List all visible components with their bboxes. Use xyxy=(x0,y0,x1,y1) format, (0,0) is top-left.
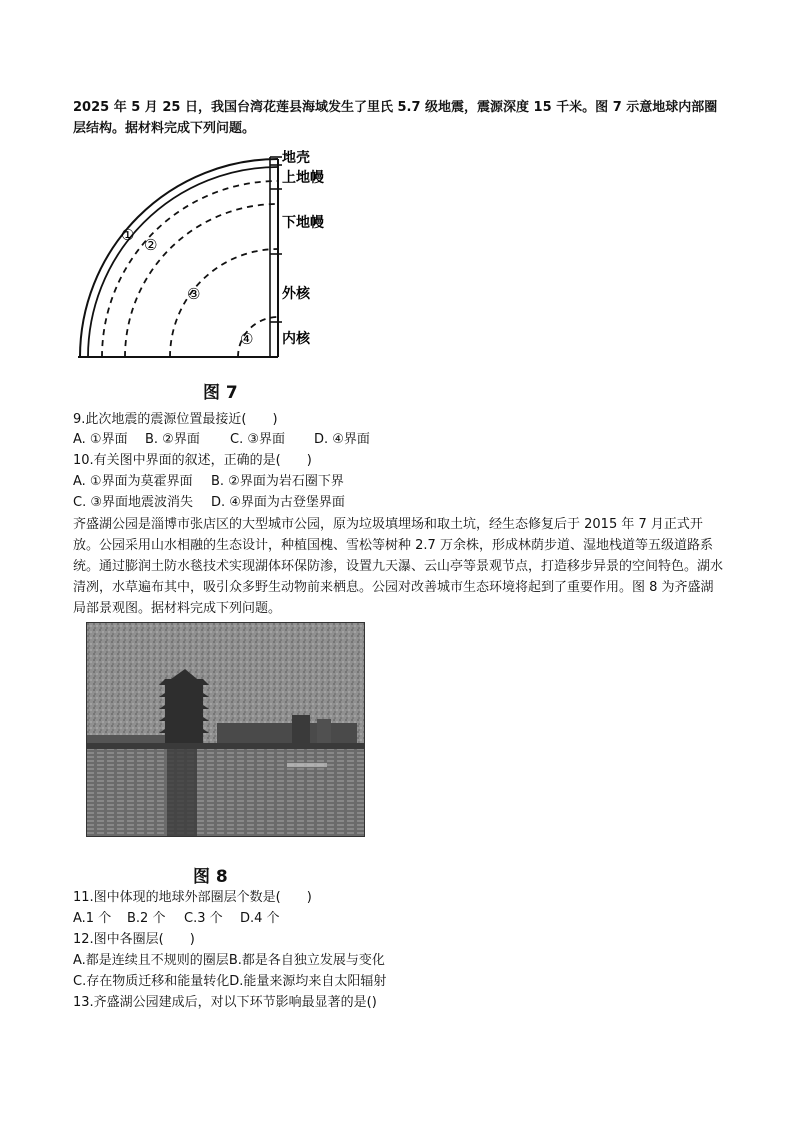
figure7-caption: 图 7 xyxy=(203,383,238,403)
q9-options xyxy=(73,430,370,450)
q11-option-d[interactable]: D.4 个 xyxy=(240,911,280,926)
figure8-caption: 图 8 xyxy=(193,867,228,887)
q9-option-b[interactable]: B. ②界面 xyxy=(145,432,200,447)
label-crust: 地壳 xyxy=(282,150,310,166)
q12-option-c[interactable]: C.存在物质迁移和能量转化 xyxy=(73,974,230,989)
q12-stem: 12.图中各圈层( ) xyxy=(73,932,195,947)
q10-option-a[interactable]: A. ①界面为莫霍界面 xyxy=(73,474,193,489)
earth-layers-diagram xyxy=(70,150,360,365)
q11-option-b[interactable]: B.2 个 xyxy=(127,911,166,926)
q11-option-a[interactable]: A.1 个 xyxy=(73,911,112,926)
q10-option-d[interactable]: D. ④界面为古登堡界面 xyxy=(211,495,345,510)
qishenghu-park-photo xyxy=(86,622,365,837)
q11-stem: 11.图中体现的地球外部圈层个数是( ) xyxy=(73,890,312,905)
q12-option-b[interactable]: B.都是各自独立发展与变化 xyxy=(228,953,385,968)
intro-paragraph-earthquake: 2025 年 5 月 25 日，我国台湾花莲县海域发生了里氏 5.7 级地震，震源深度 15 千米。图 7 示意地球内部圈层结构。据材料完成下列问题。 xyxy=(73,100,718,136)
q12-options-row1 xyxy=(73,951,385,971)
q13-stem: 13.齐盛湖公园建成后，对以下环节影响最显著的是() xyxy=(73,995,377,1010)
boundary-arc-3 xyxy=(170,249,278,357)
q10-stem: 10.有关图中界面的叙述，正确的是( ) xyxy=(73,453,312,468)
q12-option-d[interactable]: D.能量来源均来自太阳辐射 xyxy=(229,974,387,989)
boundary-arc-2 xyxy=(125,204,278,357)
q12-option-a[interactable]: A.都是连续且不规则的圈层 xyxy=(73,953,229,968)
marker-1: ① xyxy=(121,226,135,244)
marker-2: ② xyxy=(144,236,158,254)
q10-options-row2 xyxy=(73,493,345,513)
q11-options xyxy=(73,909,280,929)
crust-inner-arc xyxy=(88,167,278,357)
pagoda-tower xyxy=(159,669,209,743)
q12-options-row2 xyxy=(73,972,386,992)
q9-option-c[interactable]: C. ③界面 xyxy=(230,432,285,447)
q10-options-row1 xyxy=(73,472,344,492)
label-lower-mantle: 下地幔 xyxy=(282,215,324,231)
label-outer-core: 外核 xyxy=(282,286,310,302)
intro-paragraph-qishenghu-park: 齐盛湖公园是淄博市张店区的大型城市公园，原为垃圾填埋场和取土坑，经生态修复后于 2015 年 7 月正式开放。公园采用山水相融的生态设计，种植国槐、雪松等树种 2.7 万余株，形成林荫步道、湿地栈道等五级道路系统。通过膨润土防水毯技术实现湖体环保防渗，设置九天瀑、云山亭等景观节点，打造移步异景的空间特色。湖水清冽，水草遍布其中，吸引众多野生动物前来栖息。公园对改善城市生态环境将起到了重要作用。图 8 为齐盛湖局部景观图。据材料完成下列问题。 xyxy=(73,517,724,616)
crust-outer-arc xyxy=(80,159,278,357)
q9-option-d[interactable]: D. ④界面 xyxy=(314,432,370,447)
marker-3: ③ xyxy=(187,285,201,303)
q9-stem: 9.此次地震的震源位置最接近( ) xyxy=(73,412,278,427)
label-upper-mantle: 上地幔 xyxy=(282,170,324,186)
q9-option-a[interactable]: A. ①界面 xyxy=(73,432,128,447)
label-inner-core: 内核 xyxy=(282,331,310,347)
marker-4: ④ xyxy=(240,330,254,348)
q11-option-c[interactable]: C.3 个 xyxy=(184,911,223,926)
q10-option-c[interactable]: C. ③界面地震波消失 xyxy=(73,495,193,510)
q10-option-b[interactable]: B. ②界面为岩石圈下界 xyxy=(211,474,344,489)
